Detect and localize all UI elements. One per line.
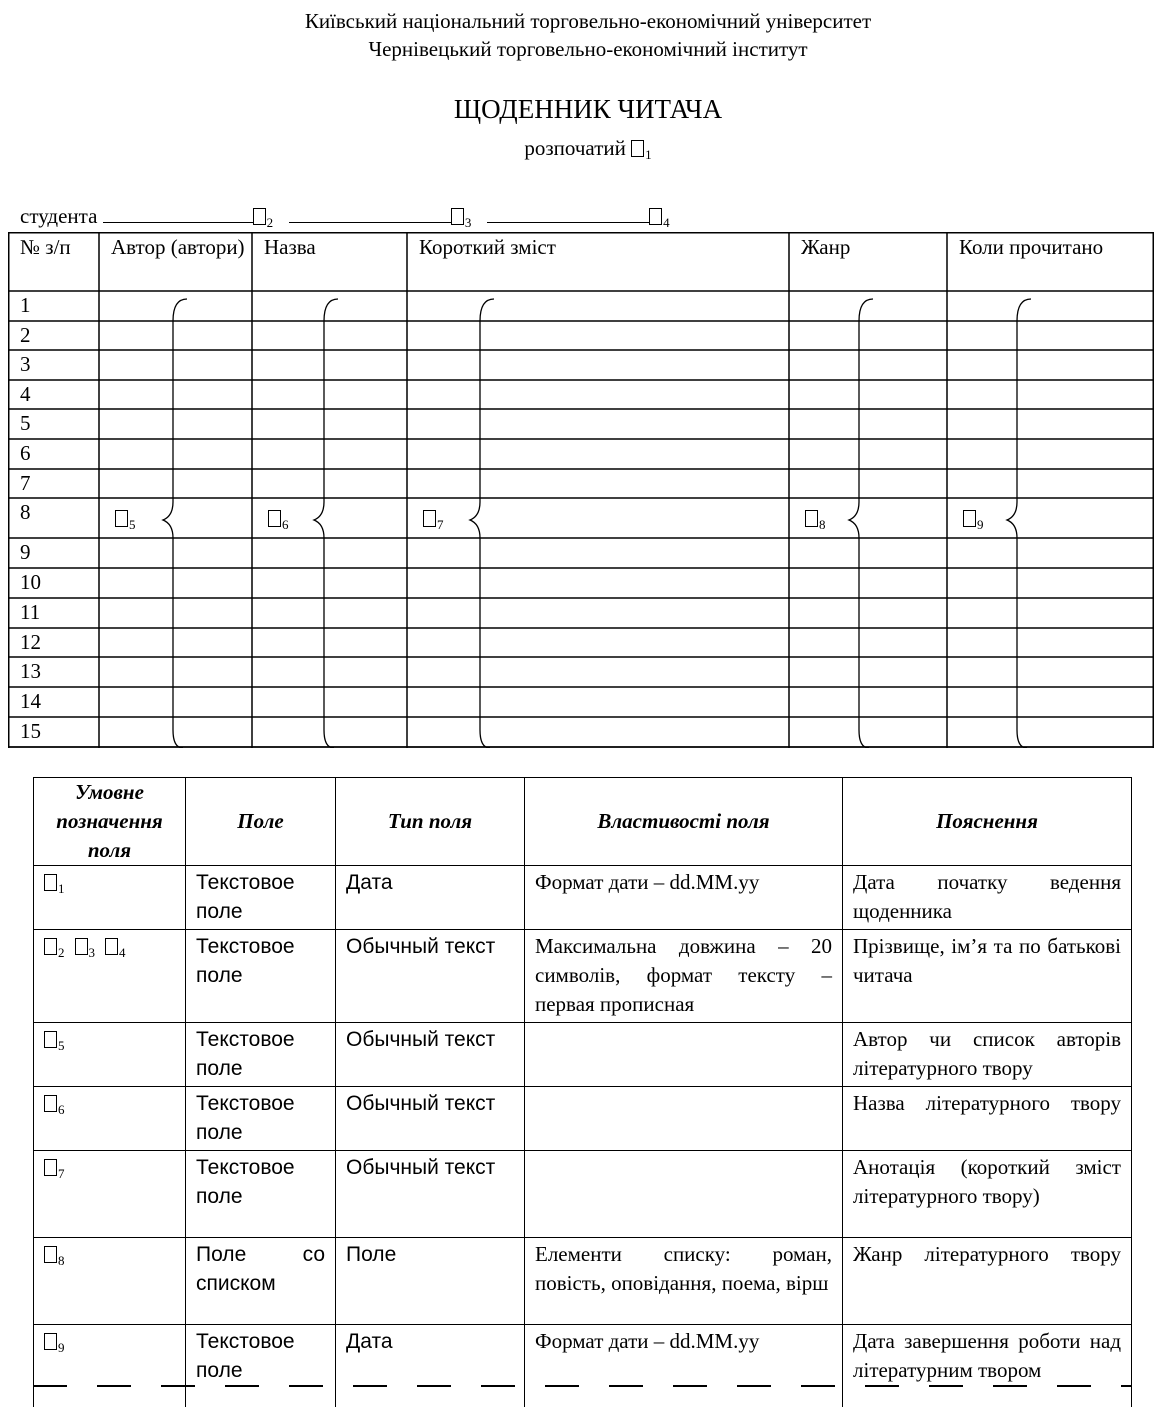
props-cell: Елементи списку: роман, повість, оповідання, поема, вірш <box>525 1238 843 1325</box>
code-cell <box>34 866 186 930</box>
props-cell: Максимальна довжина – 20 символів, формат тексту – первая прописная <box>525 930 843 1023</box>
column-header: Автор (автори) <box>111 235 245 259</box>
type-cell: Дата <box>336 866 525 930</box>
field-box-icon[interactable] <box>44 938 57 955</box>
row-number: 6 <box>20 441 31 465</box>
props-cell: Формат дати – dd.MM.yy <box>525 1325 843 1407</box>
field-code: 7 <box>58 1166 65 1181</box>
row-number: 13 <box>20 659 41 683</box>
student-label: студента <box>20 204 98 228</box>
row-number: 12 <box>20 630 41 654</box>
field-code: 8 <box>819 517 826 532</box>
field-box-icon[interactable] <box>631 140 644 157</box>
field-marker <box>963 506 984 537</box>
legend-row <box>34 866 1132 930</box>
header-code: Умовне позначення поля <box>34 778 186 866</box>
field-box-icon[interactable] <box>44 874 57 891</box>
field-code: 1 <box>645 147 652 162</box>
field-cell: Текстовое поле <box>186 866 336 930</box>
props-cell: Формат дати – dd.MM.yy <box>525 866 843 930</box>
row-number: 15 <box>20 719 41 743</box>
field-box-icon[interactable] <box>44 1159 57 1176</box>
student-blank <box>103 204 253 223</box>
field-box-icon[interactable] <box>115 510 128 527</box>
code-cell <box>34 1023 186 1087</box>
row-number: 14 <box>20 689 41 713</box>
type-cell: Обычный текст <box>336 1151 525 1238</box>
note-cell: Дата завершення роботи над літературним твором <box>843 1325 1132 1407</box>
row-number: 3 <box>20 352 31 376</box>
field-cell: Текстовое поле <box>186 1023 336 1087</box>
document-title: ЩОДЕННИК ЧИТАЧА <box>453 94 723 124</box>
field-box-icon[interactable] <box>44 1333 57 1350</box>
field-marker <box>805 506 826 537</box>
field-code: 6 <box>282 517 289 532</box>
field-marker <box>423 506 444 537</box>
field-marker <box>115 506 136 537</box>
column-header: № з/п <box>20 235 71 259</box>
row-number: 9 <box>20 540 31 564</box>
curly-brace-icon <box>470 299 494 748</box>
note-cell: Дата початку ведення щоденника <box>843 866 1132 930</box>
legend-row <box>34 1325 1132 1407</box>
row-number: 5 <box>20 411 31 435</box>
note-cell: Жанр літературного твору <box>843 1238 1132 1325</box>
field-code: 4 <box>119 945 126 960</box>
note-cell: Прізвище, ім’я та по батькові читача <box>843 930 1132 1023</box>
field-box-icon[interactable] <box>268 510 281 527</box>
field-cell: Текстовое поле <box>186 1325 336 1407</box>
column-header: Коли прочитано <box>959 235 1104 259</box>
field-legend-table <box>33 777 1132 1407</box>
student-blank <box>289 204 451 223</box>
curly-brace-icon <box>1007 299 1031 748</box>
row-number: 4 <box>20 382 31 406</box>
header-note: Пояснення <box>843 778 1132 866</box>
type-cell: Обычный текст <box>336 1023 525 1087</box>
field-code: 2 <box>266 215 274 230</box>
field-code: 3 <box>88 945 95 960</box>
code-cell <box>34 930 186 1023</box>
legend-row <box>34 1087 1132 1151</box>
note-cell: Автор чи список авторів літературного твору <box>843 1023 1132 1087</box>
curly-brace-icon <box>163 299 187 748</box>
type-cell: Дата <box>336 1325 525 1407</box>
field-box-icon[interactable] <box>963 510 976 527</box>
university-name: Київський національний торговельно-економічний університет <box>304 9 872 33</box>
field-code: 6 <box>58 1102 65 1117</box>
type-cell: Обычный текст <box>336 930 525 1023</box>
row-number: 11 <box>20 600 41 624</box>
student-blank <box>487 204 649 223</box>
field-code: 4 <box>663 215 670 230</box>
field-code: 3 <box>464 215 472 230</box>
row-number: 2 <box>20 323 31 347</box>
bottom-dashed-rule <box>33 1385 1131 1387</box>
code-cell <box>34 1325 186 1407</box>
field-box-icon[interactable] <box>44 1095 57 1112</box>
note-cell: Назва літературного твору <box>843 1087 1132 1151</box>
row-number: 1 <box>20 293 31 317</box>
type-cell: Обычный текст <box>336 1087 525 1151</box>
field-code: 7 <box>437 517 444 532</box>
legend-row <box>34 930 1132 1023</box>
field-code: 5 <box>129 517 136 532</box>
field-box-icon[interactable] <box>44 1246 57 1263</box>
props-cell <box>525 1023 843 1087</box>
row-number: 7 <box>20 471 31 495</box>
field-box-icon[interactable] <box>105 938 118 955</box>
curly-brace-icon <box>314 299 338 748</box>
row-number: 8 <box>20 500 31 524</box>
field-cell: Текстовое поле <box>186 930 336 1023</box>
field-box-icon[interactable] <box>423 510 436 527</box>
row-number: 10 <box>20 570 41 594</box>
header-field: Поле <box>186 778 336 866</box>
code-cell <box>34 1151 186 1238</box>
field-box-icon[interactable] <box>44 1031 57 1048</box>
legend-row <box>34 1023 1132 1087</box>
field-code: 8 <box>58 1253 65 1268</box>
legend-row <box>34 1238 1132 1325</box>
diary-grid <box>8 232 1154 748</box>
legend-row <box>34 1151 1132 1238</box>
reader-diary-table <box>8 232 1154 748</box>
field-code: 9 <box>58 1340 65 1355</box>
field-code: 2 <box>58 945 65 960</box>
field-cell: Текстовое поле <box>186 1087 336 1151</box>
field-box-icon[interactable] <box>649 208 662 225</box>
institute-name: Чернівецький торговельно-економічний інститут <box>368 37 808 61</box>
props-cell <box>525 1151 843 1238</box>
field-box-icon[interactable] <box>805 510 818 527</box>
started-label: розпочатий <box>524 136 626 160</box>
student-line <box>20 204 670 231</box>
field-cell: Поле со списком <box>186 1238 336 1325</box>
column-header: Короткий зміст <box>419 235 556 259</box>
field-cell: Текстовое поле <box>186 1151 336 1238</box>
field-code: 5 <box>58 1038 65 1053</box>
field-box-icon[interactable] <box>75 938 88 955</box>
legend-header-row <box>34 778 1132 866</box>
field-code: 9 <box>977 517 984 532</box>
field-box-icon[interactable] <box>253 208 266 225</box>
field-box-icon[interactable] <box>451 208 464 225</box>
curly-brace-icon <box>849 299 873 748</box>
code-cell <box>34 1238 186 1325</box>
column-header: Назва <box>264 235 316 259</box>
note-cell: Анотація (короткий зміст літературного твору) <box>843 1151 1132 1238</box>
type-cell: Поле <box>336 1238 525 1325</box>
code-cell <box>34 1087 186 1151</box>
header-type: Тип поля <box>336 778 525 866</box>
started-line <box>0 136 1176 163</box>
field-code: 1 <box>58 881 65 896</box>
props-cell <box>525 1087 843 1151</box>
field-marker <box>268 506 289 537</box>
header-props: Властивості поля <box>525 778 843 866</box>
column-header: Жанр <box>801 235 851 259</box>
